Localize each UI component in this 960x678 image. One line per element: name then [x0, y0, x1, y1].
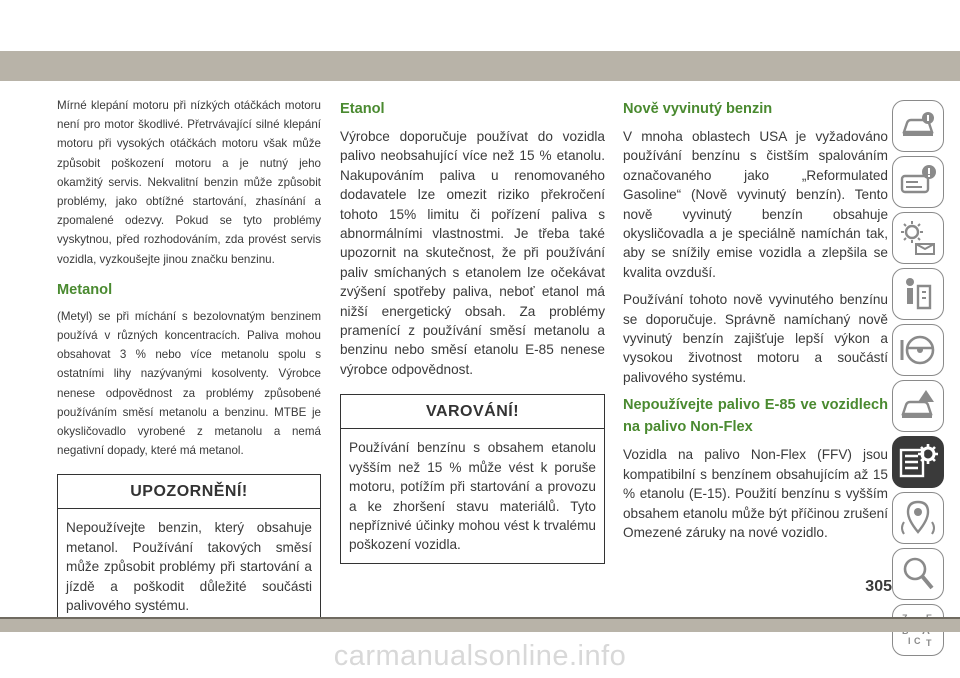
nonflex-paragraph: Vozidla na palivo Non-Flex (FFV) jsou kompatibilní s benzínem obsahujícím až 15 % etanolu (E-15). Použití benzínu s vyšším obsahem etanolu může být příčinou zrušení Omezené záruky na nové vozidlo. — [623, 447, 888, 540]
footer-band — [0, 619, 960, 632]
multimedia-icon — [898, 498, 938, 538]
heading-e85: Nepoužívejte palivo E-85 ve vozidlech na palivo Non-Flex — [623, 397, 888, 436]
caution-text: Nepoužívejte benzin, který obsahuje metanol. Používání takových směsí může způsobit problémy při startování a jízdě a poškodit důležité součásti palivového systému. — [66, 520, 312, 614]
servicing-icon — [898, 442, 938, 482]
reformulated-paragraph: V mnoha oblastech USA je vyžadováno používání benzínu s čistším spalováním označovaného jako „Reformulated Gasoline“ (Nově vyvinutý benzín). Tento nově vyvinutý benzín obsahuje okysličovadla a je speciálně namíchán tak, aby se snížily emise vozidla a zlepšila se kvalita ovzduší. — [623, 129, 888, 280]
warning-box — [340, 394, 605, 563]
svg-text:T: T — [926, 638, 932, 648]
tab-steering[interactable] — [892, 324, 944, 376]
search-index-icon — [898, 554, 938, 594]
tab-car-info[interactable] — [892, 100, 944, 152]
tab-emergency[interactable] — [892, 380, 944, 432]
tab-safety[interactable] — [892, 268, 944, 320]
emergency-icon — [898, 386, 938, 426]
watermark: carmanualsonline.info — [333, 640, 627, 672]
tab-starting[interactable] — [892, 212, 944, 264]
caution-title: UPOZORNĚNÍ! — [58, 475, 320, 509]
heading-metanol: Metanol — [57, 281, 113, 298]
caution-box — [57, 474, 321, 624]
chapter-tabs — [892, 100, 946, 660]
svg-text:I: I — [908, 636, 911, 646]
starting-icon — [898, 218, 938, 258]
car-info-icon — [898, 106, 938, 146]
page-number: 305 — [865, 578, 892, 595]
recommend-paragraph: Používání tohoto nově vyvinutého benzínu se doporučuje. Správně namíchaný nově vyvinutý benzín zajišťuje lepší výkon a vysokou životnost motoru a součástí palivového systému. — [623, 292, 888, 385]
warning-title: VAROVÁNÍ! — [341, 395, 604, 429]
etanol-paragraph: Výrobce doporučuje používat do vozidla palivo neobsahující více než 15 % etanolu. Nakupováním paliva u renomovaného dodavatele lze omezit riziko překročení tohoto 15% limitu či pořízení paliva s abnormálními vlastnostmi. Je třeba také upozornit na skutečnost, že při používání paliv smíchaných s etanolem lze očekávat zvýšení spotřeby paliva, neboť etanol má nižší energetický obsah. Za problémy pramenící z používání směsí metanolu a benzinu nebo směsí etanolu E-85 nenese výrobce odpovědnost. — [340, 129, 605, 377]
tab-multimedia[interactable] — [892, 492, 944, 544]
top-margin — [0, 0, 960, 51]
tab-search[interactable] — [892, 548, 944, 600]
warning-lights-icon — [898, 162, 938, 202]
column-left — [57, 96, 321, 624]
column-right — [623, 96, 888, 542]
tab-servicing-active[interactable] — [892, 436, 944, 488]
column-middle — [340, 96, 605, 564]
header-band — [0, 51, 960, 81]
intro-paragraph: Mírné klepání motoru při nízkých otáčkách motoru není pro motor škodlivé. Přetrvávající silné klepání motoru při vysokých otáčkách motoru však může způsobit poškození motoru a je nutný jeho okamžitý servis. Nekvalitní benzin může způsobit problémy, jako obtížné startování, zhasínání a zpomalené odezvy. Pokud se tyto problémy vyskytnou, před rozhodováním, zda provést servis vozidla, vyzkoušejte jinou značku benzinu. — [57, 99, 321, 266]
warning-text: Používání benzínu s obsahem etanolu vyšším než 15 % může vést k poruše motoru, potížím při startování a provozu a ke zhoršení stavu materiálů. Tyto nepříznivé účinky mohou vést k trvalému poškození vozidla. — [349, 440, 596, 553]
safety-icon — [898, 274, 938, 314]
svg-text:C: C — [914, 636, 921, 646]
steering-icon — [898, 330, 938, 370]
heading-etanol: Etanol — [340, 101, 385, 117]
metanol-paragraph: (Metyl) se při míchání s bezolovnatým benzinem používá v různých koncentracích. Paliva mohou obsahovat 3 % nebo více metanolu spolu s ostatními lihy nazývanými kosolventy. Výrobce nenese odpovědnost za problémy způsobené používáním směsí metanolu a benzinu. MTBE je okysličovadlo vyrobené z metanolu a nemá negativní dopady, které má metanol. — [57, 309, 321, 458]
tab-warning-lights[interactable] — [892, 156, 944, 208]
heading-reformulated: Nově vyvinutý benzin — [623, 101, 773, 117]
